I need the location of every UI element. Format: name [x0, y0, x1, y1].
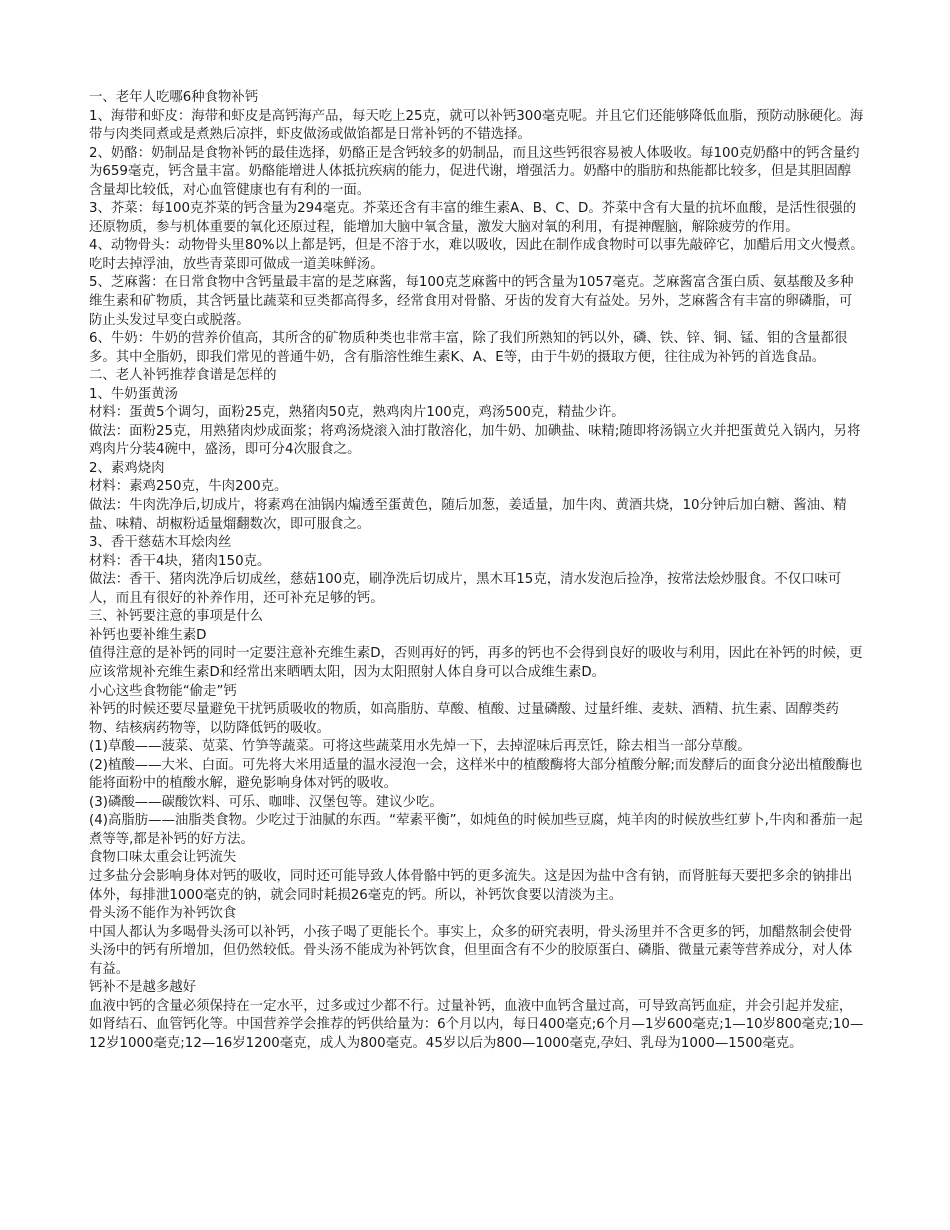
paragraph: 补钙的时候还要尽量避免干扰钙质吸收的物质，如高脂肪、草酸、植酸、过量磷酸、过量纤维、麦麸、酒精、抗生素、固醇类药物、结核病药物等，以防降低钙的吸收。: [89, 702, 839, 736]
paragraph: 6、牛奶：牛奶的营养价值高，其所含的矿物质种类也非常丰富，除了我们所熟知的钙以外，磷、铁、锌、铜、锰、钼的含量都很多。其中全脂奶，即我们常见的普通牛奶，含有脂溶性维生素K、A、E等，由于牛奶的摄取方便，往往成为补钙的首选食品。: [89, 331, 848, 365]
paragraph: 2、奶酪：奶制品是食物补钙的最佳选择，奶酪正是含钙较多的奶制品，而且这些钙很容易被人体吸收。每100克奶酪中的钙含量约为659毫克，钙含量丰富。奶酪能增进人体抵抗疾病的能力，促进代谢，增强活力。奶酪中的脂肪和热能都比较多，但是其胆固醇含量却比较低，对心血管健康也有有利的一面。: [89, 145, 860, 198]
subheading: 钙补不是越多越好: [89, 980, 197, 996]
paragraph: (1)草酸——菠菜、苋菜、竹笋等蔬菜。可将这些蔬菜用水先焯一下，去掉涩味后再烹饪，除去相当一部分草酸。: [89, 739, 751, 755]
paragraph: 血液中钙的含量必须保持在一定水平，过多或过少都不行。过量补钙，血液中血钙含量过高，可导致高钙血症，并会引起并发症，如肾结石、血管钙化等。中国营养学会推荐的钙供给量为：6个月以内，每日400毫克;6个月—1岁600毫克;1—10岁800毫克;10—12岁1000毫克;12—16岁1200毫克，成人为800毫克。45岁以后为800—1000毫克,孕妇、乳母为1000—1500毫克。: [89, 998, 864, 1051]
subheading: 骨头汤不能作为补钙饮食: [89, 906, 237, 922]
subheading: 补钙也要补维生素D: [89, 627, 207, 643]
section-heading: 一、老年人吃哪6种食物补钙: [89, 90, 259, 105]
paragraph: 材料：素鸡250克，牛肉200克。: [89, 479, 288, 495]
paragraph: 3、芥菜：每100克芥菜的钙含量为294毫克。芥菜还含有丰富的维生素A、B、C、D。芥菜中含有大量的抗坏血酸，是活性很强的还原物质，参与机体重要的氧化还原过程，能增加大脑中氧含量，激发大脑对氧的利用，有提神醒脑，解除疲劳的作用。: [89, 201, 857, 235]
section-heading: 三、补钙要注意的事项是什么: [89, 609, 264, 625]
paragraph: (3)磷酸——碳酸饮料、可乐、咖啡、汉堡包等。建议少吃。: [89, 794, 443, 810]
paragraph: 过多盐分会影响身体对钙的吸收，同时还可能导致人体骨骼中钙的更多流失。这是因为盐中含有钠，而肾脏每天要把多余的钠排出体外，每排泄1000毫克的钠，就会同时耗损26毫克的钙。所以，补钙饮食要以清淡为主。: [89, 868, 853, 903]
paragraph: 4、动物骨头：动物骨头里80%以上都是钙，但是不溶于水，难以吸收，因此在制作成食物时可以事先敲碎它，加醋后用文火慢煮。吃时去掉浮油，放些青菜即可做成一道美味鲜汤。: [89, 238, 864, 272]
subheading: 1、牛奶蛋黄汤: [89, 386, 178, 402]
paragraph: 材料：蛋黄5个调匀，面粉25克，熟猪肉50克，熟鸡肉片100克，鸡汤500克，精盐少许。: [89, 405, 625, 421]
paragraph: (4)高脂肪——油脂类食物。少吃过于油腻的东西。“荤素平衡”，如炖鱼的时候加些豆腐，炖羊肉的时候放些红萝卜,牛肉和番茄一起煮等等,都是补钙的好方法。: [89, 813, 863, 847]
paragraph: 做法：牛肉洗净后,切成片，将素鸡在油锅内煸透至蛋黄色，随后加葱，姜适量，加牛肉、黄酒共烧，10分钟后加白糖、酱油、精盐、味精、胡椒粉适量熘翻数次，即可服食之。: [89, 498, 847, 532]
paragraph: 值得注意的是补钙的同时一定要注意补充维生素D，否则再好的钙，再多的钙也不会得到良好的吸收与利用，因此在补钙的时候，更应该常规补充维生素D和经常出来晒晒太阳，因为太阳照射人体自身可以合成维生素D。: [89, 646, 863, 680]
subheading: 2、素鸡烧肉: [89, 460, 165, 476]
subheading: 小心这些食物能“偷走”钙: [89, 683, 237, 699]
paragraph: 做法：香干、猪肉洗净后切成丝，慈菇100克，刷净洗后切成片，黑木耳15克，清水发泡后捡净，按常法烩炒服食。不仅口味可人，而且有很好的补养作用，还可补充足够的钙。: [89, 572, 842, 606]
paragraph: 中国人都认为多喝骨头汤可以补钙，小孩子喝了更能长个。事实上，众多的研究表明，骨头汤里并不含更多的钙，加醋熬制会使骨头汤中的钙有所增加，但仍然较低。骨头汤不能成为补钙饮食，但里面含有不少的胶原蛋白、磷脂、微量元素等营养成分，对人体有益。: [89, 924, 853, 977]
subheading: 食物口味太重会让钙流失: [89, 850, 237, 866]
document-body: [89, 89, 864, 1053]
subheading: 3、香干慈菇木耳烩肉丝: [89, 535, 232, 551]
section-heading: 二、老人补钙推荐食谱是怎样的: [89, 368, 277, 384]
paragraph: 做法：面粉25克，用熟猪肉炒成面浆；将鸡汤烧滚入油打散溶化，加牛奶、加碘盐、味精;随即将汤锅立火并把蛋黄兑入锅内，另将鸡肉片分装4碗中，盛汤，即可分4次服食之。: [89, 423, 861, 458]
paragraph: 1、海带和虾皮：海带和虾皮是高钙海产品，每天吃上25克，就可以补钙300毫克呢。并且它们还能够降低血脂，预防动脉硬化。海带与肉类同煮或是煮熟后凉拌，虾皮做汤或做馅都是日常补钙的不错选择。: [89, 108, 864, 143]
paragraph: (2)植酸——大米、白面。可先将大米用适量的温水浸泡一会，这样米中的植酸酶将大部分植酸分解;而发酵后的面食分泌出植酸酶也能将面粉中的植酸水解，避免影响身体对钙的吸收。: [89, 757, 863, 792]
paragraph: 5、芝麻酱：在日常食物中含钙量最丰富的是芝麻酱，每100克芝麻酱中的钙含量为1057毫克。芝麻酱富含蛋白质、氨基酸及多种维生素和矿物质，其含钙量比蔬菜和豆类都高得多，经常食用对骨骼、牙齿的发育大有益处。另外，芝麻酱含有丰富的卵磷脂，可防止头发过早变白或脱落。: [89, 275, 854, 328]
paragraph: 材料：香干4块，猪肉150克。: [89, 553, 271, 569]
